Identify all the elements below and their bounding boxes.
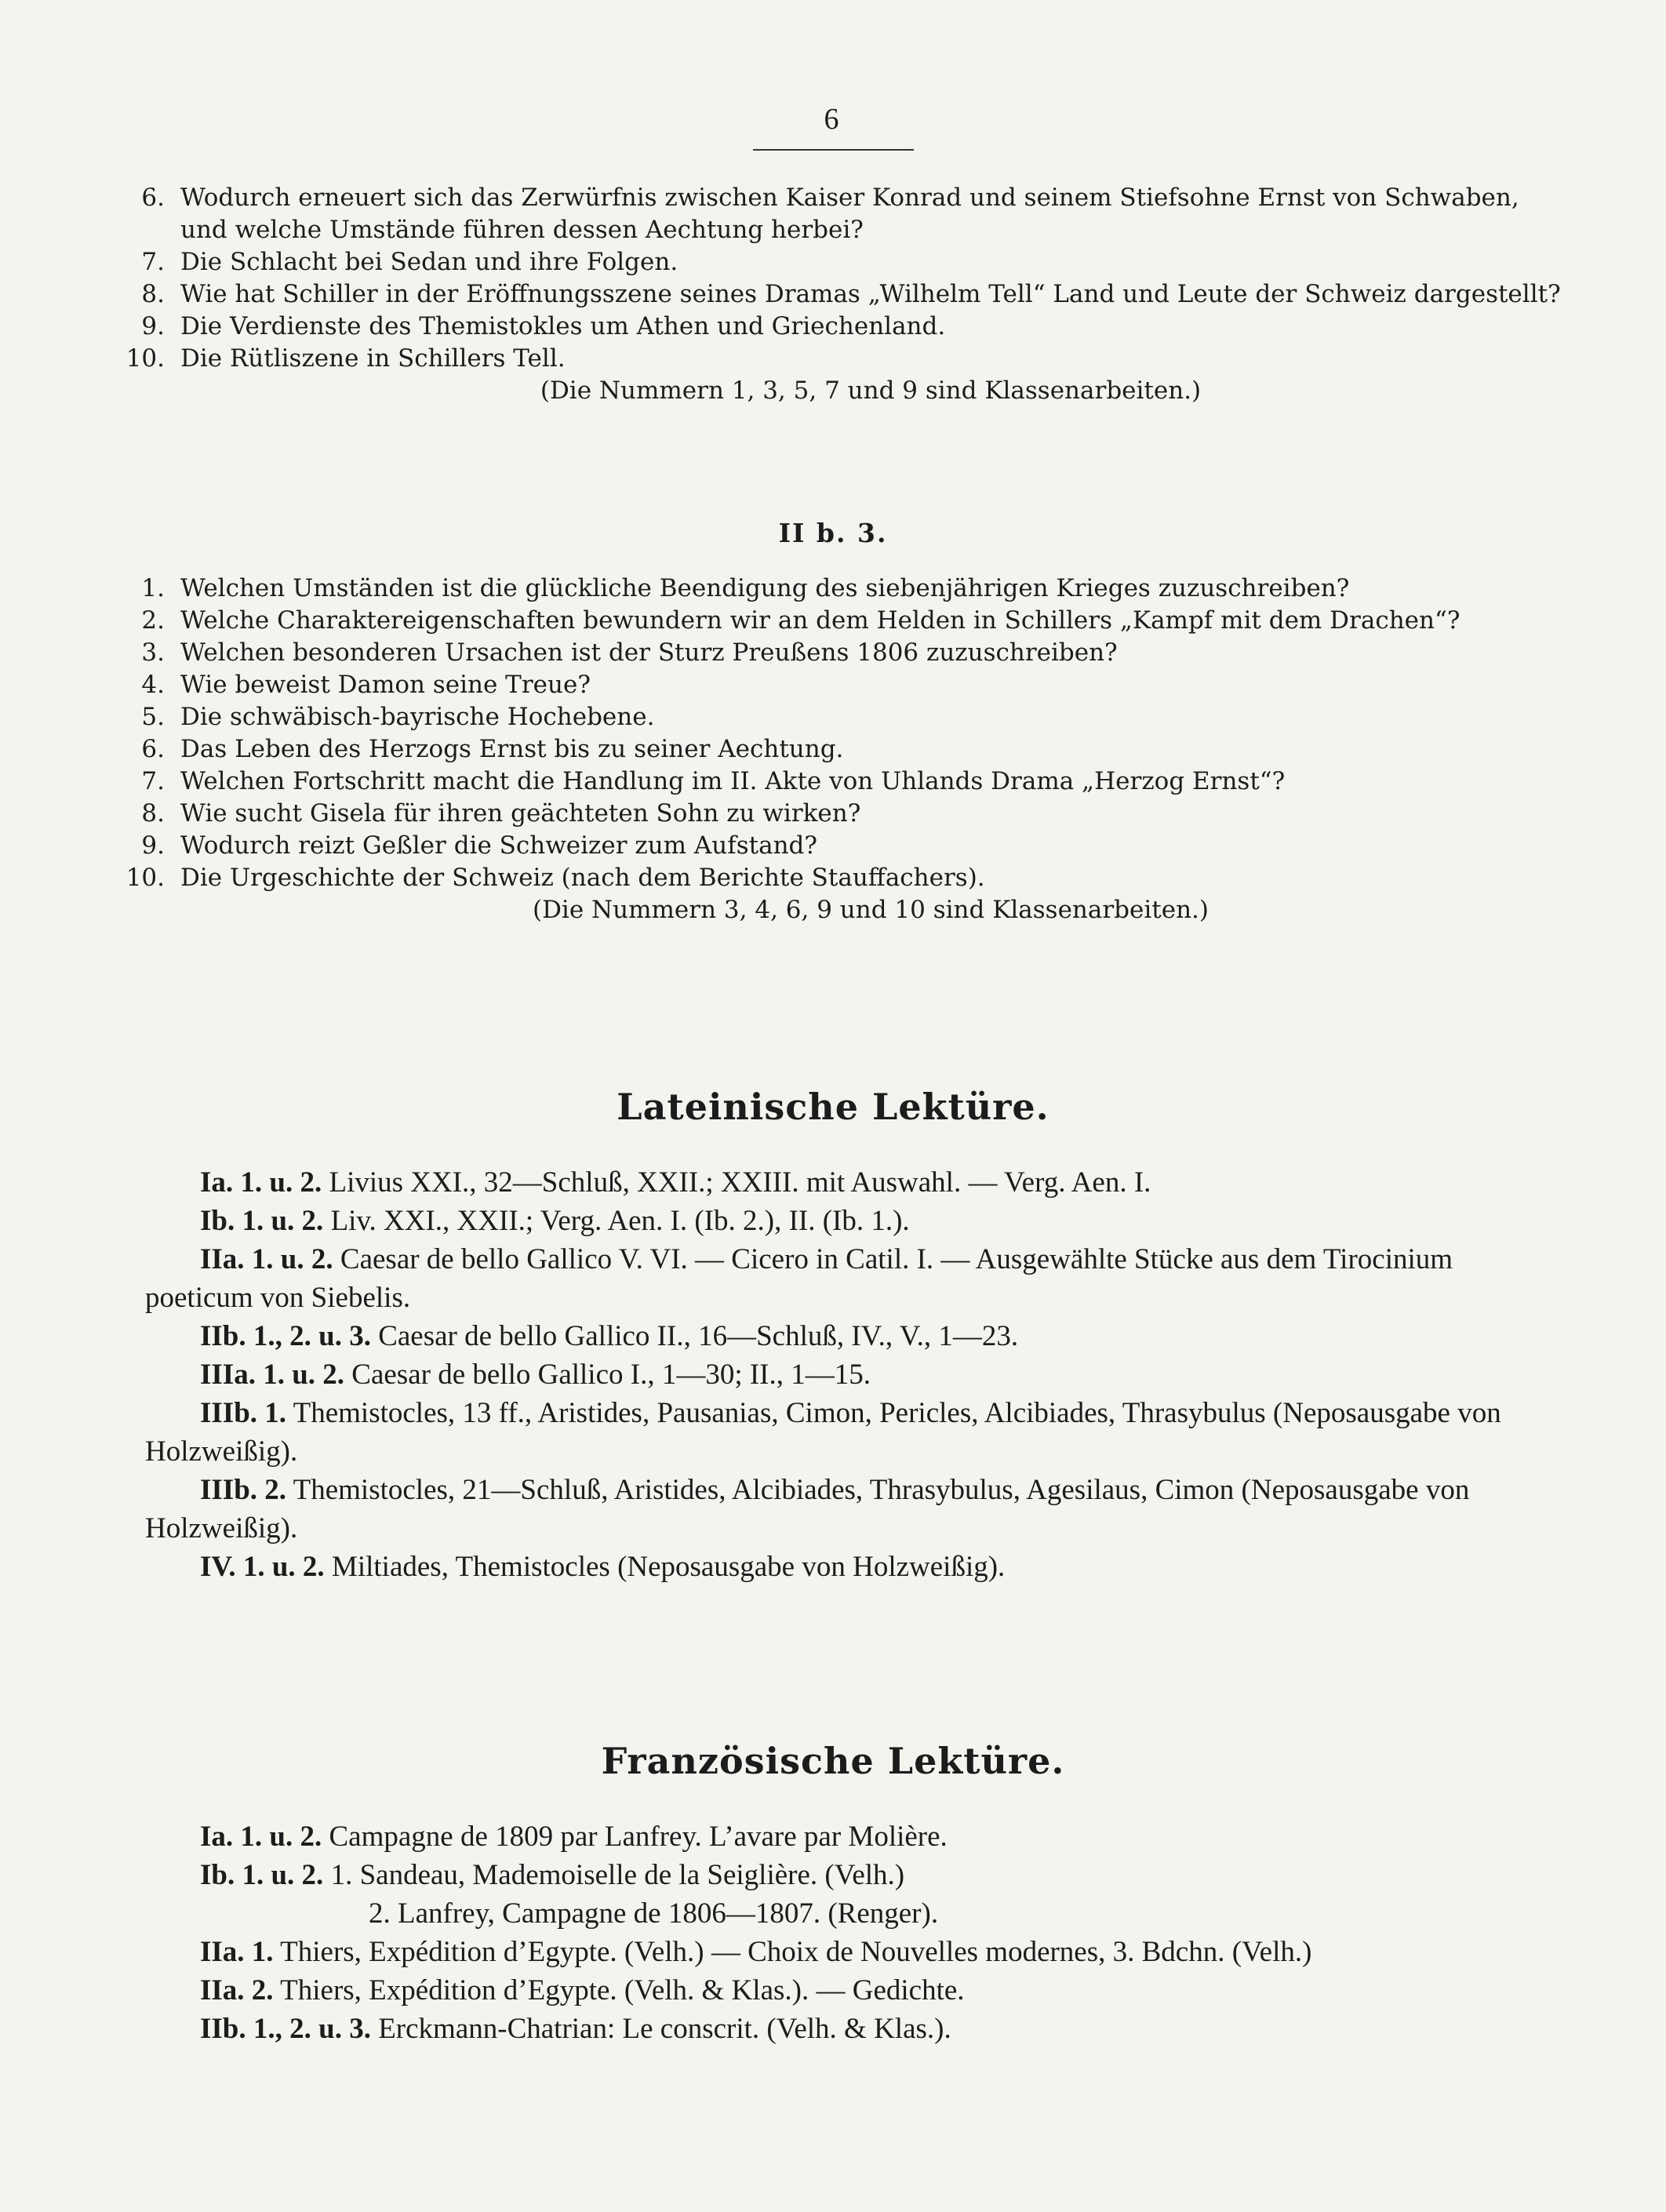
essay-item (125, 637, 1561, 669)
class-label: IIb. 1., 2. u. 3. (200, 2013, 371, 2045)
essay-item (125, 605, 1561, 637)
essay-text: Die Rütliszene in Schillers Tell. (180, 344, 566, 373)
section-title-latin: Lateinische Lektüre. (617, 1086, 1049, 1128)
reading-text: Caesar de bello Gallico II., 16—Schluß, IV., V., 1—23. (378, 1320, 1019, 1352)
reading-text: Themistocles, 21—Schluß, Aristides, Alcibiades, Thrasybulus, Agesilaus, Cimon (Neposausgabe von Holzweißig). (145, 1474, 1470, 1544)
essay-text: Die Schlacht bei Sedan und ihre Folgen. (180, 248, 678, 276)
essay-text: Wodurch reizt Geßler die Schweizer zum Aufstand? (180, 831, 818, 860)
essay-number: 8. (141, 280, 165, 308)
essay-text: Wodurch erneuert sich das Zerwürfnis zwischen Kaiser Konrad und seinem Stiefsohne Ernst von Schwaben, und welche Umstände führen dessen Aechtung herbei? (180, 184, 1519, 244)
essay-number: 9. (141, 312, 165, 340)
essay-item (125, 701, 1561, 733)
class-label: IIa. 2. (200, 1974, 274, 2006)
essay-text: Die Urgeschichte der Schweiz (nach dem Berichte Stauffachers). (180, 864, 985, 892)
essay-item (125, 798, 1561, 830)
class-label: IIa. 1. u. 2. (200, 1243, 333, 1275)
reading-entry (145, 1355, 1557, 1394)
reading-text: Liv. XXI., XXII.; Verg. Aen. I. (Ib. 2.), II. (Ib. 1.). (330, 1205, 910, 1237)
reading-text: 1. Sandeau, Mademoiselle de la Seiglière. (Velh.) (330, 1859, 905, 1891)
reading-text: Campagne de 1809 par Lanfrey. L’avare par Molière. (329, 1821, 948, 1853)
essay-number: 7. (141, 767, 165, 795)
section-title-french: Französische Lektüre. (601, 1740, 1065, 1782)
reading-entry (145, 1394, 1557, 1471)
essay-number: 7. (141, 248, 165, 276)
essay-number: 4. (141, 671, 165, 699)
reading-entry (145, 1933, 1557, 1971)
class-label: Ia. 1. u. 2. (200, 1821, 322, 1853)
essay-text: Wie beweist Damon seine Treue? (180, 671, 591, 699)
essay-item (125, 766, 1561, 798)
essay-text: Wie hat Schiller in der Eröffnungsszene seines Dramas „Wilhelm Tell“ Land und Leute der Schweiz dargestellt? (180, 280, 1561, 308)
reading-text: Livius XXI., 32—Schluß, XXII.; XXIII. mit Auswahl. — Verg. Aen. I. (329, 1166, 1151, 1199)
essay-item (125, 311, 1561, 343)
essay-text: Welche Charaktereigenschaften bewundern wir an dem Helden in Schillers „Kampf mit dem Drachen“? (180, 606, 1460, 635)
essay-number: 6. (141, 735, 165, 763)
essay-text: Die Verdienste des Themistokles um Athen und Griechenland. (180, 312, 946, 340)
class-label: IIa. 1. (200, 1936, 274, 1968)
essay-text: Welchen Fortschritt macht die Handlung im II. Akte von Uhlands Drama „Herzog Ernst“? (180, 767, 1286, 795)
reading-text: Thiers, Expédition d’Egypte. (Velh.) — Choix de Nouvelles modernes, 3. Bdchn. (Velh.) (280, 1936, 1312, 1968)
reading-entry-continuation (145, 1894, 1557, 1933)
page-number: 6 (824, 103, 839, 136)
class-label: Ib. 1. u. 2. (200, 1859, 324, 1891)
essay-item (125, 830, 1561, 862)
reading-entry (145, 1240, 1557, 1317)
essay-item (125, 733, 1561, 766)
reading-text: Caesar de bello Gallico I., 1—30; II., 1—15. (351, 1359, 871, 1391)
essay-list-iib3 (125, 573, 1561, 926)
reading-text: Caesar de bello Gallico V. VI. — Cicero in Catil. I. — Ausgewählte Stücke aus dem Tirocinium poeticum von Siebelis. (145, 1243, 1453, 1314)
essay-item (125, 278, 1561, 311)
essay-item (125, 343, 1561, 375)
class-label: IIb. 1., 2. u. 3. (200, 1320, 371, 1352)
reading-text: Erckmann-Chatrian: Le conscrit. (Velh. & Klas.). (378, 2013, 951, 2045)
reading-entry (145, 1817, 1557, 1856)
essay-item (125, 862, 1561, 894)
reading-text: Themistocles, 13 ff., Aristides, Pausanias, Cimon, Pericles, Alcibiades, Thrasybulus (Neposausgabe von Holzweißig). (145, 1397, 1501, 1468)
essay-item (125, 669, 1561, 701)
essay-item (125, 182, 1561, 246)
essay-text: Die schwäbisch-bayrische Hochebene. (180, 703, 655, 731)
essay-item (125, 246, 1561, 278)
essay-text: Welchen besonderen Ursachen ist der Sturz Preußens 1806 zuzuschreiben? (180, 638, 1118, 667)
reading-entry (145, 1856, 1557, 1894)
essay-text: Das Leben des Herzogs Ernst bis zu seiner Aechtung. (180, 735, 844, 763)
french-reading-list (145, 1817, 1557, 2048)
class-label: IIIb. 2. (200, 1474, 287, 1506)
essay-list-continued (125, 182, 1561, 407)
class-label: IIIb. 1. (200, 1397, 287, 1429)
essay-number: 5. (141, 703, 165, 731)
reading-entry (145, 2010, 1557, 2048)
class-label: IV. 1. u. 2. (200, 1551, 325, 1583)
essay-number: 9. (141, 831, 165, 860)
reading-text: 2. Lanfrey, Campagne de 1806—1807. (Renger). (369, 1897, 939, 1930)
essay-text: Welchen Umständen ist die glückliche Beendigung des siebenjährigen Krieges zuzuschreiben? (180, 574, 1350, 602)
essay-number: 3. (141, 638, 165, 667)
essay-number: 8. (141, 799, 165, 828)
reading-text: Thiers, Expédition d’Egypte. (Velh. & Klas.). — Gedichte. (280, 1974, 965, 2006)
class-label: Ib. 1. u. 2. (200, 1205, 324, 1237)
reading-entry (145, 1163, 1557, 1202)
reading-entry (145, 1471, 1557, 1548)
reading-entry (145, 1548, 1557, 1586)
essay-number: 6. (141, 184, 165, 212)
class-label: IIIa. 1. u. 2. (200, 1359, 345, 1391)
essay-number: 10. (125, 344, 165, 373)
latin-reading-list (145, 1163, 1557, 1586)
essay-text: Wie sucht Gisela für ihren geächteten Sohn zu wirken? (180, 799, 861, 828)
essay-item (125, 573, 1561, 605)
essay-number: 2. (141, 606, 165, 635)
class-subheading: II b. 3. (778, 518, 888, 548)
header-rule (753, 149, 914, 151)
reading-entry (145, 1971, 1557, 2010)
class-work-note: (Die Nummern 1, 3, 5, 7 und 9 sind Klassenarbeiten.) (540, 377, 1202, 405)
reading-text: Miltiades, Themistocles (Neposausgabe von Holzweißig). (331, 1551, 1006, 1583)
class-work-note: (Die Nummern 3, 4, 6, 9 und 10 sind Klassenarbeiten.) (532, 896, 1209, 924)
reading-entry (145, 1317, 1557, 1355)
reading-entry (145, 1202, 1557, 1240)
essay-number: 1. (141, 574, 165, 602)
essay-number: 10. (125, 864, 165, 892)
class-label: Ia. 1. u. 2. (200, 1166, 322, 1199)
